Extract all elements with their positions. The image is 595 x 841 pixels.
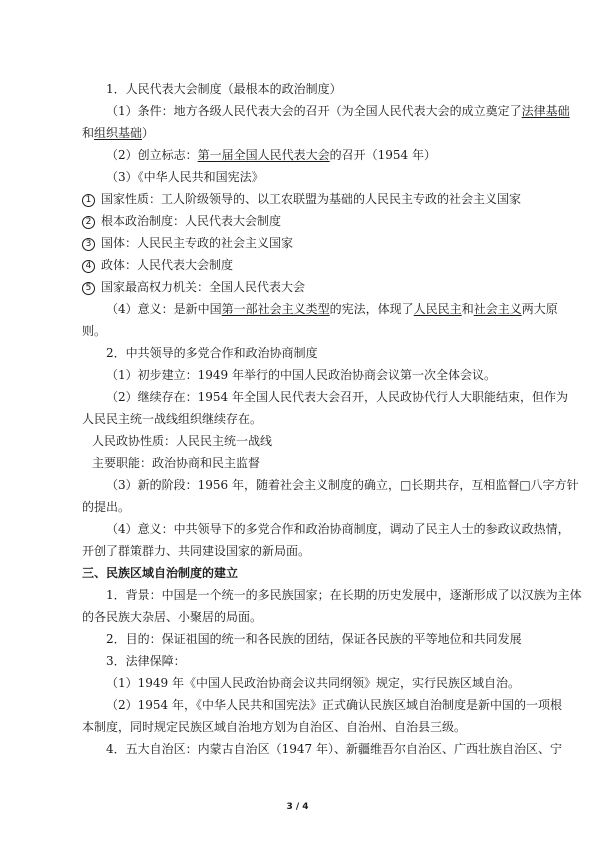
paragraph: （1）初步建立：1949 年举行的中国人民政治协商会议第一次全体会议。	[106, 368, 496, 382]
paragraph: （2）创立标志：第一届全国人民代表大会的召开（1954 年）	[106, 148, 437, 162]
paragraph: 2．目的：保证祖国的统一和各民族的团结，保证各民族的平等地位和共同发展	[106, 632, 522, 646]
underlined-term: 法律基础	[521, 104, 570, 118]
paragraph-continuation: 的提出。	[82, 500, 131, 514]
circled-number: 4	[82, 260, 95, 273]
page-number: 3 / 4	[286, 802, 309, 812]
paragraph: 4．五大自治区：内蒙古自治区（1947 年）、新疆维吾尔自治区、广西壮族自治区、宁	[106, 742, 562, 756]
section-title: 2．中共领导的多党合作和政治协商制度	[106, 346, 318, 360]
paragraph-continuation: 和组织基础）	[82, 126, 155, 140]
paragraph-continuation: 的各民族大杂居、小聚居的局面。	[82, 610, 263, 624]
numbered-item: 4 政体：人民代表大会制度	[82, 254, 522, 276]
paragraph-continuation: 则。	[82, 324, 107, 338]
paragraph: （2）继续存在：1954 年全国人民代表大会召开，人民政协代行人大职能结束，但作为	[106, 390, 568, 404]
paragraph: （2）1954 年，《中华人民共和国宪法》正式确认民族区域自治制度是新中国的一项根	[106, 698, 562, 712]
document-body	[82, 78, 582, 760]
paragraph: （4）意义：中共领导下的多党合作和政治协商制度，调动了民主人士的参政议政热情，	[106, 522, 570, 536]
underlined-term: 第一届全国人民代表大会	[197, 148, 330, 162]
paragraph: （3）《中华人民共和国宪法》	[106, 170, 264, 184]
paragraph-continuation: 人民民主统一战线组织继续存在。	[82, 412, 263, 426]
paragraph: （3）新的阶段：1956 年，随着社会主义制度的确立，□长期共存，互相监督□八字方针	[106, 478, 579, 492]
circled-number: 2	[82, 216, 95, 229]
paragraph: 主要职能：政治协商和民主监督	[92, 456, 261, 470]
numbered-item: 3 国体：人民民主专政的社会主义国家	[82, 232, 522, 254]
numbered-item: 1 国家性质：工人阶级领导的、以工农联盟为基础的人民民主专政的社会主义国家	[82, 188, 522, 210]
paragraph-continuation: 开创了群策群力、共同建设国家的新局面。	[82, 544, 311, 558]
underlined-term: 第一部社会主义类型	[221, 302, 330, 316]
numbered-item: 2 根本政治制度：人民代表大会制度	[82, 210, 522, 232]
paragraph: 3．法律保障：	[106, 654, 186, 668]
paragraph: （4）意义：是新中国第一部社会主义类型的宪法，体现了人民民主和社会主义两大原	[106, 302, 558, 316]
paragraph-continuation: 本制度，同时规定民族区域自治地方划为自治区、自治州、自治县三级。	[82, 720, 467, 734]
section-title: 1．人民代表大会制度（最根本的政治制度）	[106, 82, 342, 96]
circled-number: 1	[82, 194, 95, 207]
underlined-term: 社会主义	[473, 302, 522, 316]
section-heading: 三、民族区域自治制度的建立	[82, 566, 239, 580]
underlined-term: 组织基础	[94, 126, 143, 140]
paragraph: （1）条件：地方各级人民代表大会的召开（为全国人民代表大会的成立奠定了法律基础	[106, 104, 570, 118]
paragraph: 1．背景：中国是一个统一的多民族国家；在长期的历史发展中，逐渐形成了以汉族为主体	[106, 588, 582, 602]
circled-number: 5	[82, 282, 95, 295]
underlined-term: 人民民主	[413, 302, 462, 316]
circled-number: 3	[82, 238, 95, 251]
paragraph: （1）1949 年《中国人民政治协商会议共同纲领》规定，实行民族区域自治。	[106, 676, 520, 690]
paragraph: 人民政协性质：人民民主统一战线	[92, 434, 273, 448]
numbered-item: 5 国家最高权力机关：全国人民代表大会	[82, 276, 522, 298]
